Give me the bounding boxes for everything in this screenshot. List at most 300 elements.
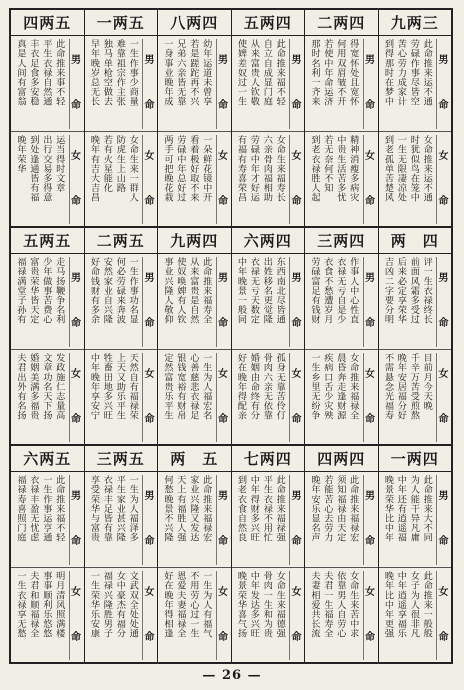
female-label-char: 女 <box>438 150 449 162</box>
female-verse <box>86 135 142 225</box>
female-fortune <box>232 350 305 445</box>
fortune-cell <box>11 446 84 662</box>
verse-line: 婚姻美满多福贵 <box>27 352 39 420</box>
female-label-char: 女 <box>71 586 81 598</box>
verse-line: 目前月今天晚 <box>421 352 433 411</box>
female-verse <box>159 135 215 225</box>
verse-line: 女命生来福德强 <box>274 570 286 638</box>
verse-line: 衣禄丰足皆有靠 <box>101 475 113 543</box>
female-label <box>363 571 377 661</box>
male-label-char: 命 <box>71 100 81 112</box>
female-label-char: 命 <box>218 195 228 207</box>
verse-line: 银钱宽裕有财帛 <box>174 352 186 420</box>
cell-title: 二两五 <box>85 228 158 254</box>
male-label-char: 命 <box>438 318 449 330</box>
cell-body <box>232 254 305 444</box>
cell-body <box>158 254 231 444</box>
female-label-char: 命 <box>71 413 81 425</box>
male-fortune <box>85 472 158 568</box>
female-label <box>363 135 377 225</box>
verse-line: 平生家业甚兴隆 <box>114 475 126 543</box>
female-verse <box>380 353 436 443</box>
female-fortune <box>305 350 378 445</box>
female-label-char: 女 <box>218 368 228 380</box>
female-label-char: 命 <box>365 195 375 207</box>
verse-line: 夫妻相爱共长流 <box>308 570 320 638</box>
fortune-cell <box>231 10 305 226</box>
male-fortune <box>232 36 305 132</box>
verse-line: 中年逍遥享福乐 <box>395 570 407 638</box>
verse-line: 衣禄无亏天数定 <box>248 257 260 325</box>
male-label-char: 命 <box>365 100 375 112</box>
female-fortune <box>379 132 452 227</box>
male-fortune <box>85 254 158 350</box>
female-fortune <box>11 568 84 663</box>
verse-line: 上天又助乐平生 <box>114 352 126 420</box>
cell-title: 两 四 <box>379 228 452 254</box>
table-row <box>11 10 451 228</box>
female-label <box>289 353 303 443</box>
male-label-char: 命 <box>291 100 302 112</box>
verse-line: 此命推来事不轻 <box>53 39 65 107</box>
cell-body <box>11 472 84 662</box>
cell-body <box>379 36 452 226</box>
male-verse <box>159 475 215 565</box>
verse-line: 安然家业自兴隆 <box>101 257 113 325</box>
male-label-char: 男 <box>291 273 302 285</box>
female-label <box>69 135 83 225</box>
male-fortune <box>85 36 158 132</box>
verse-line: 难靠祖宗作主张 <box>114 39 126 107</box>
verse-line: 为人能干异凡庸 <box>408 475 420 543</box>
verse-line: 何必劳碌来奔波 <box>114 257 126 325</box>
male-label <box>289 39 303 129</box>
female-fortune <box>158 132 231 227</box>
verse-line: 晚景荣华比中年 <box>382 475 394 543</box>
male-label <box>69 257 83 347</box>
male-label-char: 男 <box>291 55 302 67</box>
verse-line: 衣禄丰盈无忧虑 <box>27 475 39 543</box>
female-label-char: 命 <box>144 631 155 643</box>
male-fortune <box>379 472 452 568</box>
verse-line: 运当得时文章 <box>53 134 65 193</box>
verse-line: 一生衣禄享无愁 <box>14 570 26 638</box>
table-row <box>11 446 451 662</box>
female-verse <box>12 135 68 225</box>
cell-title: 五两五 <box>11 228 84 254</box>
verse-line: 少年做事苦费心 <box>40 257 52 325</box>
verse-line: 女命生来苦中求 <box>347 570 359 638</box>
verse-line: 若能苦心去劳力 <box>321 475 333 543</box>
verse-line: 一生作事运亨通 <box>40 475 52 543</box>
male-verse <box>306 257 362 347</box>
fortune-cell <box>84 10 158 226</box>
male-verse <box>380 39 436 129</box>
verse-line: 到老衣禄胜人起 <box>308 134 320 202</box>
male-fortune <box>379 36 452 132</box>
female-label-char: 女 <box>438 586 449 598</box>
male-label-char: 命 <box>291 318 302 330</box>
female-label-char: 命 <box>144 195 155 207</box>
verse-line: 苦心劳力成家计 <box>395 39 407 107</box>
female-fortune <box>379 350 452 445</box>
female-fortune <box>85 568 158 663</box>
male-label <box>436 257 450 347</box>
female-label-char: 命 <box>291 631 302 643</box>
male-label-char: 男 <box>218 273 228 285</box>
male-label-char: 命 <box>365 318 375 330</box>
male-label-char: 命 <box>365 536 375 548</box>
verse-line: 晚年安乐显名声 <box>308 475 320 543</box>
verse-line: 享受荣华与富贵 <box>88 475 100 543</box>
female-label <box>289 571 303 661</box>
verse-line: 此命推来福禄宏 <box>200 475 212 543</box>
cell-title: 九两三 <box>379 10 452 36</box>
cell-title: 七两四 <box>232 446 305 472</box>
verse-line: 好在晚年得相逢 <box>161 570 173 638</box>
cell-body <box>305 472 378 662</box>
male-label <box>363 257 377 347</box>
fortune-table <box>9 8 453 664</box>
female-label <box>436 353 450 443</box>
verse-line: 一生作事少商量 <box>127 39 139 107</box>
male-fortune <box>232 472 305 568</box>
female-fortune <box>305 132 378 227</box>
male-label-char: 男 <box>365 273 375 285</box>
male-label-char: 男 <box>144 491 155 503</box>
female-label-char: 女 <box>144 368 155 380</box>
verse-line: 六亲骨肉福相助 <box>261 134 273 202</box>
verse-line: 防虎生上山路 <box>114 134 126 193</box>
female-label <box>216 135 230 225</box>
female-verse <box>306 135 362 225</box>
verse-line: 事业兴隆人敬仰 <box>161 257 173 325</box>
verse-line: 须知福禄由天定 <box>334 475 346 543</box>
male-verse <box>86 475 142 565</box>
cell-title: 三两五 <box>85 446 158 472</box>
female-verse <box>306 353 362 443</box>
male-label-char: 男 <box>365 491 375 503</box>
verse-line: 晚景荣华喜气扬 <box>235 570 247 638</box>
female-label-char: 女 <box>218 586 228 598</box>
female-label-char: 女 <box>71 368 81 380</box>
male-label <box>436 39 450 129</box>
female-verse <box>233 353 289 443</box>
female-fortune <box>85 350 158 445</box>
verse-line: 中年晚年享安宁 <box>88 352 100 420</box>
cell-body <box>232 472 305 662</box>
fortune-cell <box>304 228 378 444</box>
verse-line: 千辛万苦受煎熬 <box>408 352 420 420</box>
verse-line: 平生衣禄自然通 <box>40 39 52 107</box>
female-verse <box>86 571 142 661</box>
verse-line: 中年发达多兴旺 <box>248 570 260 638</box>
verse-line: 恩爱夫妻福禄全 <box>174 570 186 638</box>
cell-title: 二两四 <box>305 10 378 36</box>
verse-line: 晚年比中年更强 <box>382 570 394 638</box>
verse-line: 劳碌中年总好过 <box>174 134 186 202</box>
male-label-char: 命 <box>218 536 228 548</box>
male-verse <box>12 475 68 565</box>
male-label-char: 命 <box>144 100 155 112</box>
female-label-char: 女 <box>438 368 449 380</box>
female-verse <box>233 135 289 225</box>
male-label-char: 男 <box>71 273 81 285</box>
male-fortune <box>232 254 305 350</box>
verse-line: 牲畜田地多兴旺 <box>101 352 113 420</box>
male-label <box>142 39 156 129</box>
male-label-char: 命 <box>291 536 302 548</box>
verse-line: 看着极好取不来 <box>187 134 199 202</box>
cell-body <box>379 472 452 662</box>
fortune-cell <box>304 10 378 226</box>
verse-line: 使婢差奴过一生 <box>235 39 247 107</box>
verse-line: 从来富贵是自然 <box>187 257 199 325</box>
verse-line: 女命生来一群人 <box>127 134 139 202</box>
male-label <box>69 475 83 565</box>
female-fortune <box>11 132 84 227</box>
female-label <box>142 571 156 661</box>
verse-line: 不用劳心过一生 <box>187 570 199 638</box>
cell-body <box>305 36 378 226</box>
verse-line: 东西南北尽皆通 <box>274 257 286 325</box>
fortune-cell <box>231 228 305 444</box>
female-fortune <box>232 568 305 663</box>
verse-line: 福禄兴隆胜男子 <box>101 570 113 638</box>
fortune-cell <box>84 228 158 444</box>
verse-line: 女命生来福寿长 <box>274 134 286 202</box>
female-label-char: 女 <box>365 150 375 162</box>
verse-line: 一生无限凄凉处 <box>395 134 407 202</box>
male-label-char: 男 <box>438 273 449 285</box>
male-label-char: 命 <box>144 318 155 330</box>
male-label <box>436 475 450 565</box>
female-label-char: 女 <box>71 150 81 162</box>
verse-line: 天然自有福禄荣 <box>127 352 139 420</box>
verse-line: 发政施仁志量高 <box>53 352 65 420</box>
verse-line: 此命推来福寿全 <box>200 257 212 325</box>
male-fortune <box>305 36 378 132</box>
female-label <box>363 353 377 443</box>
verse-line: 家业兴隆又发达 <box>187 475 199 543</box>
verse-line: 明月清风照满楼 <box>53 570 65 638</box>
verse-line: 一生为人有福气 <box>200 570 212 638</box>
male-label <box>216 39 230 129</box>
verse-line: 此命推来运不通 <box>421 39 433 107</box>
male-verse <box>233 39 289 129</box>
male-verse <box>159 257 215 347</box>
female-label-char: 女 <box>365 586 375 598</box>
male-fortune <box>158 36 231 132</box>
female-verse <box>159 353 215 443</box>
female-label-char: 命 <box>438 195 449 207</box>
female-label <box>216 571 230 661</box>
cell-body <box>85 36 158 226</box>
verse-line: 自立自成显门庭 <box>261 39 273 107</box>
female-label-char: 命 <box>365 631 375 643</box>
verse-line: 好在晚年得配亲 <box>235 352 247 420</box>
female-label-char: 命 <box>291 413 302 425</box>
female-verse <box>12 571 68 661</box>
verse-line: 兄弟六亲皆无靠 <box>174 39 186 107</box>
verse-line: 此命推来福不轻 <box>274 39 286 107</box>
male-verse <box>12 257 68 347</box>
cell-body <box>85 254 158 444</box>
verse-line: 福禄寿喜照门庭 <box>14 475 26 543</box>
male-label <box>289 257 303 347</box>
verse-line: 平生衣禄不用忙 <box>261 475 273 543</box>
verse-line: 中贵生活苦多忧 <box>334 134 346 202</box>
verse-line: 依靠男人自劳心 <box>334 570 346 638</box>
male-label <box>363 39 377 129</box>
verse-line: 若无奈何不知 <box>321 134 333 193</box>
cell-title: 八两四 <box>158 10 231 36</box>
cell-title: 四两四 <box>305 446 378 472</box>
female-label <box>289 135 303 225</box>
verse-line: 此命推来福不轻 <box>53 475 65 543</box>
fortune-cell <box>378 10 452 226</box>
female-label-char: 命 <box>438 413 449 425</box>
female-label-char: 命 <box>291 195 302 207</box>
fortune-cell <box>11 228 84 444</box>
male-fortune <box>305 254 378 350</box>
verse-line: 女命推来运不通 <box>421 134 433 202</box>
verse-line: 天上有福胜人强 <box>174 475 186 543</box>
cell-body <box>85 472 158 662</box>
female-verse <box>12 353 68 443</box>
male-verse <box>233 257 289 347</box>
female-label <box>69 353 83 443</box>
male-label-char: 男 <box>291 491 302 503</box>
verse-line: 夫君和顺福禄全 <box>27 570 39 638</box>
cell-body <box>305 254 378 444</box>
cell-title: 三两四 <box>305 228 378 254</box>
male-verse <box>380 475 436 565</box>
female-label-char: 命 <box>71 631 81 643</box>
male-label-char: 男 <box>438 491 449 503</box>
verse-line: 走马扬鞭争名利 <box>53 257 65 325</box>
male-label <box>142 475 156 565</box>
male-label-char: 男 <box>144 273 155 285</box>
verse-line: 此命推来大不同 <box>421 475 433 543</box>
verse-line: 从来富贵人钦敬 <box>248 39 260 107</box>
verse-line: 晨昏奔走逢财源 <box>334 352 346 420</box>
verse-line: 出行交易多得意 <box>40 134 52 202</box>
verse-line: 到老孤单苦楚风 <box>382 134 394 202</box>
cell-title: 四两五 <box>11 10 84 36</box>
verse-line: 衣禄无亏自是少 <box>334 257 346 325</box>
male-verse <box>380 257 436 347</box>
verse-line: 何愁晚景不兴隆 <box>161 475 173 543</box>
verse-line: 事事顺利乐悠悠 <box>40 570 52 638</box>
verse-line: 若有火星能化 <box>101 134 113 193</box>
cell-title: 一两四 <box>379 446 452 472</box>
fortune-cell <box>11 10 84 226</box>
verse-line: 前面风霜多受过 <box>408 257 420 325</box>
male-label-char: 男 <box>144 55 155 67</box>
verse-line: 有福有寿喜荣昌 <box>235 134 247 202</box>
female-fortune <box>232 132 305 227</box>
female-label <box>69 571 83 661</box>
female-label-char: 女 <box>291 150 302 162</box>
cell-body <box>379 254 452 444</box>
female-label <box>142 353 156 443</box>
female-fortune <box>305 568 378 663</box>
female-label-char: 女 <box>291 368 302 380</box>
verse-line: 衣食不愁遭岁月 <box>321 257 333 325</box>
verse-line: 到老衣食自然良 <box>235 475 247 543</box>
verse-line: 一生荣华乐安康 <box>88 570 100 638</box>
male-label <box>216 475 230 565</box>
male-verse <box>86 257 142 347</box>
verse-line: 作事人中心性直 <box>347 257 359 325</box>
verse-line: 夫君出外有名扬 <box>14 352 26 420</box>
verse-line: 婚姻由命终有分 <box>248 352 260 420</box>
male-label-char: 命 <box>438 536 449 548</box>
male-label-char: 命 <box>144 536 155 548</box>
cell-body <box>232 36 305 226</box>
male-verse <box>306 39 362 129</box>
female-verse <box>159 571 215 661</box>
verse-line: 此命推来福禄强 <box>274 475 286 543</box>
verse-line: 使奴唤婢有人钦 <box>174 257 186 325</box>
verse-line: 劳碌富足有钱财 <box>308 257 320 325</box>
fortune-cell <box>378 228 452 444</box>
verse-line: 中年晚景一般同 <box>235 257 247 325</box>
male-verse <box>86 39 142 129</box>
fortune-cell <box>157 228 231 444</box>
verse-line: 若使中年命运济 <box>321 39 333 107</box>
verse-line: 到处逢通皆有福 <box>27 134 39 202</box>
verse-line: 何用双眉皱不开 <box>334 39 346 107</box>
fortune-cell <box>157 10 231 226</box>
female-label <box>436 571 450 661</box>
female-fortune <box>158 350 231 445</box>
verse-line: 独马单枪空做去 <box>101 39 113 107</box>
verse-line: 吉凶二字要分明 <box>382 257 394 325</box>
verse-line: 晚年安居福分好 <box>395 352 407 420</box>
female-label-char: 女 <box>365 368 375 380</box>
male-label <box>216 257 230 347</box>
verse-line: 一身事业晚年成 <box>161 39 173 107</box>
male-verse <box>159 39 215 129</box>
verse-line: 一生作事功名显 <box>127 257 139 325</box>
male-verse <box>306 475 362 565</box>
cell-body <box>158 472 231 662</box>
verse-line: 那时名利一齐来 <box>308 39 320 107</box>
male-label-char: 男 <box>365 55 375 67</box>
cell-body <box>11 36 84 226</box>
verse-line: 骨肉六亲无依靠 <box>261 352 273 420</box>
verse-line: 丰衣足食多安稳 <box>27 39 39 107</box>
verse-line: 幼年运道未曾享 <box>200 39 212 107</box>
male-label <box>289 475 303 565</box>
male-label-char: 命 <box>218 100 228 112</box>
male-label-char: 命 <box>438 100 449 112</box>
fortune-cell <box>304 446 378 662</box>
female-label-char: 女 <box>144 586 155 598</box>
male-label-char: 命 <box>71 536 81 548</box>
cell-title: 六两五 <box>11 446 84 472</box>
female-label <box>142 135 156 225</box>
female-fortune <box>11 350 84 445</box>
male-label <box>142 257 156 347</box>
verse-line: 中年还有逍遥福 <box>395 475 407 543</box>
male-label-char: 命 <box>71 318 81 330</box>
cell-title: 五两四 <box>232 10 305 36</box>
verse-line: 文武双全处处通 <box>127 570 139 638</box>
female-verse <box>306 571 362 661</box>
